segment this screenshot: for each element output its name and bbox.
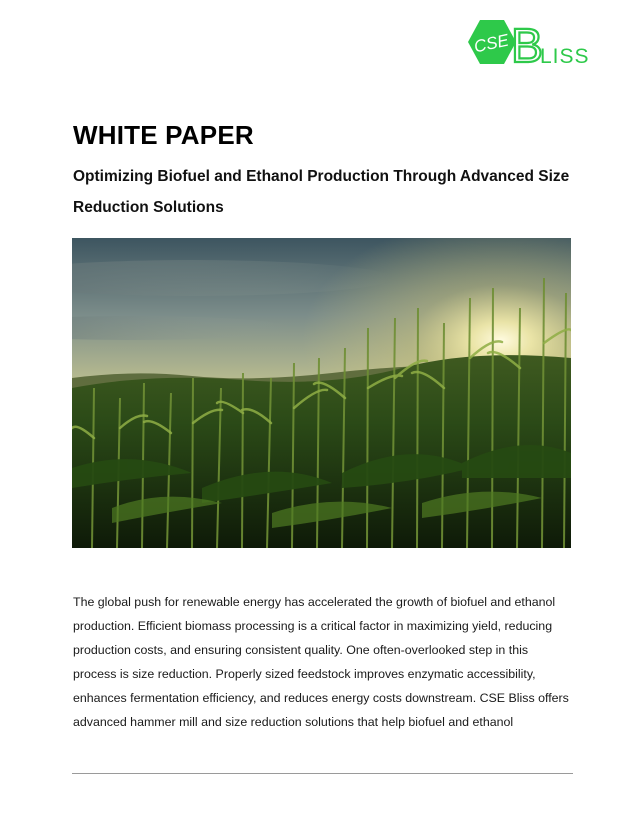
document-subtitle: Optimizing Biofuel and Ethanol Production Through Advanced Size Reduction Solutions xyxy=(73,168,570,216)
intro-paragraph: The global push for renewable energy has accelerated the growth of biofuel and ethanol production. Efficient biomass processing is a critical factor in maximizing yield, reducing production costs, and ensuring consistent quality. One often-overlooked step in this process is size reduction. Properly sized feedstock improves enzymatic accessibility, enhances fermentation efficiency, and reduces energy costs downstream. CSE Bliss offers advanced hammer mill and size reduction solutions that help biofuel and ethanol xyxy=(73,595,569,729)
svg-text:LISS: LISS xyxy=(540,45,590,68)
cse-bliss-logo xyxy=(467,18,595,68)
cse-bliss-logo-mark xyxy=(467,18,595,68)
page-divider xyxy=(72,773,573,774)
hero-image xyxy=(72,238,571,548)
page-title: WHITE PAPER xyxy=(73,120,254,150)
corn-field-image xyxy=(72,238,571,548)
svg-text:CSE: CSE xyxy=(472,30,511,57)
svg-text:B: B xyxy=(511,20,544,68)
